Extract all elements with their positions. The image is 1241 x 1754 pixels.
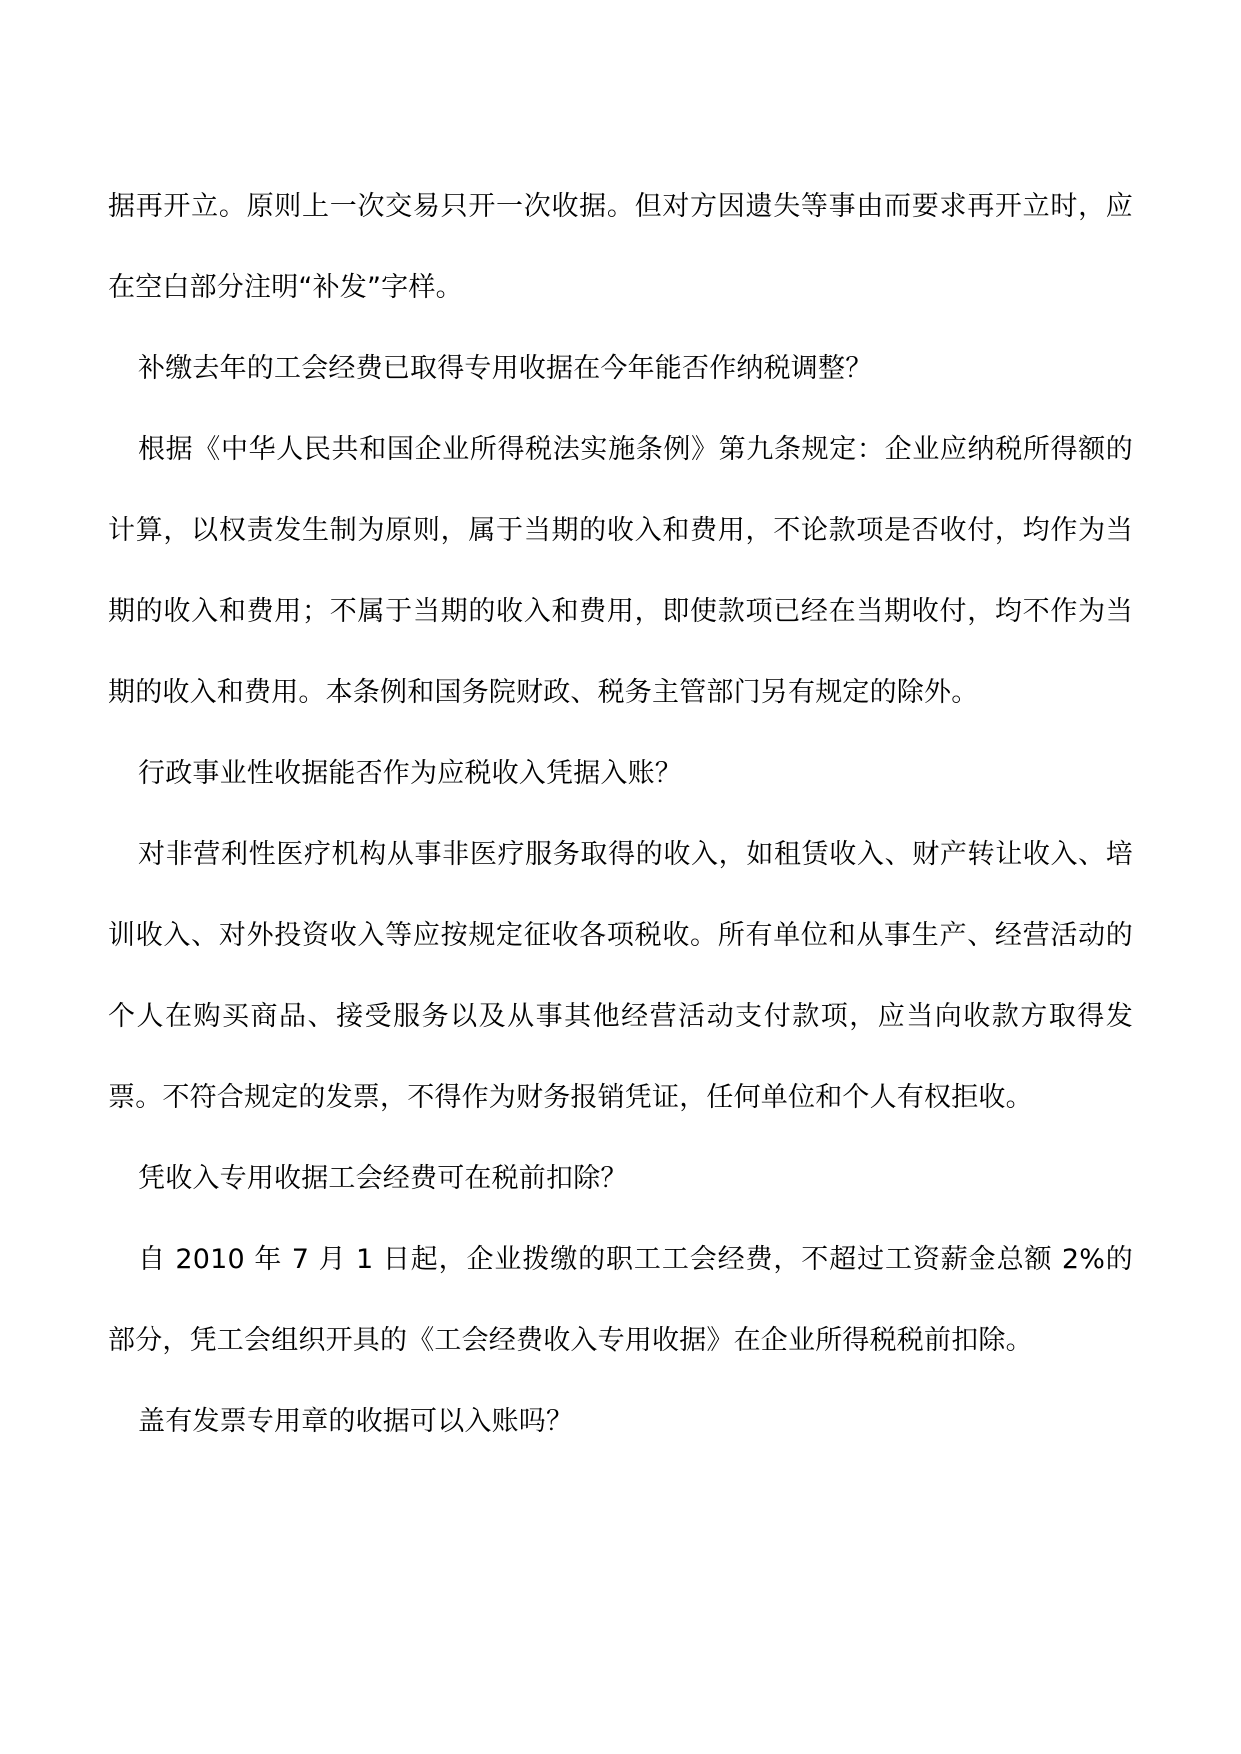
question-heading: 补缴去年的工会经费已取得专用收据在今年能否作纳税调整？ <box>138 353 873 384</box>
answer-paragraph: 对非营利性医疗机构从事非医疗服务取得的收入，如租赁收入、财产转让收入、培训收入、对外投资收入等应按规定征收各项税收。所有单位和从事生产、经营活动的个人在购买商品、接受服务以及从事其他经营活动支付款项，应当向收款方取得发票。不符合规定的发票，不得作为财务报销凭证，任何单位和个人有权拒收。 <box>108 839 1133 1113</box>
paragraph-continuation: 据再开立。原则上一次交易只开一次收据。但对方因遗失等事由而要求再开立时，应在空白部分注明“补发”字样。 <box>108 191 1133 303</box>
question-heading: 凭收入专用收据工会经费可在税前扣除？ <box>138 1163 628 1194</box>
document-body <box>108 166 1133 1462</box>
answer-paragraph: 自 2010 年 7 月 1 日起，企业拨缴的职工工会经费，不超过工资薪金总额 2%的部分，凭工会组织开具的《工会经费收入专用收据》在企业所得税税前扣除。 <box>108 1244 1133 1356</box>
answer-paragraph: 根据《中华人民共和国企业所得税法实施条例》第九条规定：企业应纳税所得额的计算，以权责发生制为原则，属于当期的收入和费用，不论款项是否收付，均作为当期的收入和费用；不属于当期的收入和费用，即使款项已经在当期收付，均不作为当期的收入和费用。本条例和国务院财政、税务主管部门另有规定的除外。 <box>108 434 1133 708</box>
question-heading: 行政事业性收据能否作为应税收入凭据入账？ <box>138 758 682 789</box>
question-heading: 盖有发票专用章的收据可以入账吗？ <box>138 1406 574 1437</box>
